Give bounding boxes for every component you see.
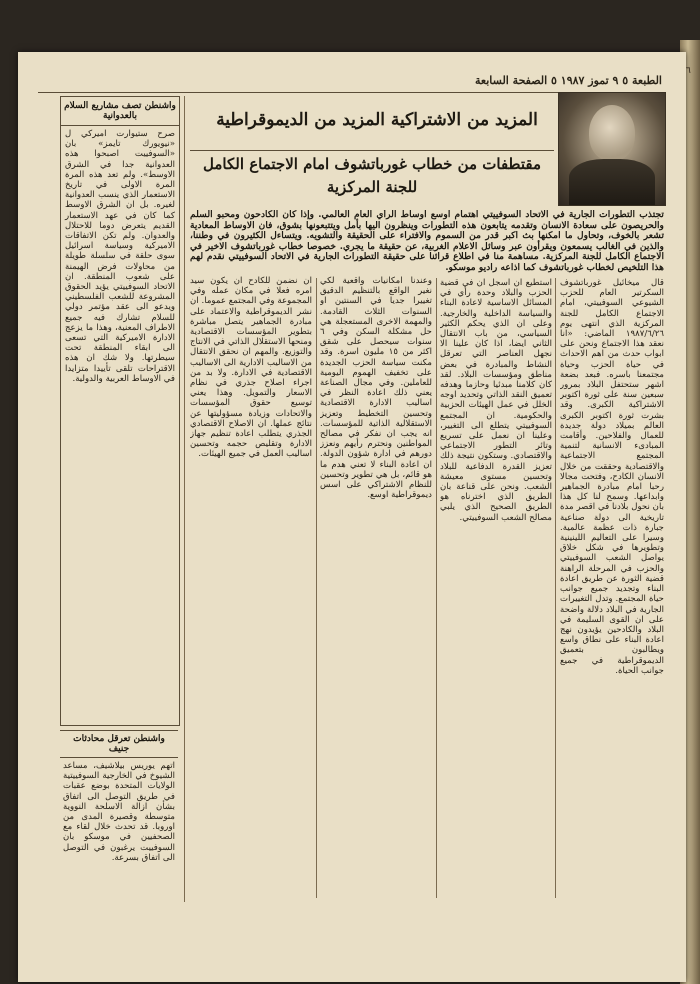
article-intro: تجتذب التطورات الجارية في الاتحاد السوفييتي اهتمام اوسع اوساط الرأي العام العالمي. وإذا كان الكادحون ومحبو السلم والحريصون على سعادة الانسان وتقدمه يتابعون هذه التطورات وينظرون اليها بأمل ويتتبعونها بشوق، فان الاوساط المعادية تشعر بالخوف، وتحاول ما امكنها بث اكبر قدر من السموم والافتراء على الحقيقة والتشويه. ويتساءل الكثيرون في وطننا، والذين في الغالب يسمعون ويقرأون عبر وسائل الاعلام الغربية، عن حقيقة ما يجري. خصوصا خطاب غورباتشوف الاخير في الاجتماع الكامل للجنة المركزية. مساهمة منا في اطلاع قرائنا على حقيقة التطورات الجارية في الاتحاد السوفييتي نقدم لهم هذا التلخيص لخطاب غورباتشوف كما اذاعه راديو موسكو. [190, 210, 664, 273]
column-divider [184, 96, 185, 902]
article-headline: المزيد من الاشتراكية المزيد من الديموقراطية [216, 110, 538, 130]
bottom-article-text: اتهم يوريس بيلاشيف، مساعد الشيوخ في الخارجية السوفييتية الولايات المتحدة بوضع عقبات في طريق التوصل الى اتفاق بشأن ازالة الاسلحة النووية متوسطة وقصيرة المدى من اوروبا. قد تحدث خلال لقاء مع الصحفيين في موسكو بان السوفييت يرغبون في التوصل الى اتفاق بسرعة. [63, 761, 175, 863]
bottom-article [60, 730, 178, 903]
book-spine: ٦ [680, 40, 700, 984]
portrait-body [569, 159, 655, 205]
article-column-2: استطيع ان اسجل ان في قضية الحزب والبلاد وحدة رأي في المسائل الاساسية لاعادة البناء والسياسة الداخلية والخارجية. وعلى ان الذي يحكم الكثير السياسي، من باب الانتقال الثاني ايضا، اذا كان علينا الا نجهل العناصر التي تعرقل النشاط والمبادرة في بعض مناطق ومؤسسات البلاد. لقد كان كلامنا مبدئيا وحازما وهدفه تعميق النقد الذاتي وتحديد اوجه الخلل في عمل الهيئات الحزبية والحكومية. ان المجتمع السوفييتي يتطلع الى التغيير، وعلينا ان نعمل على تسريع وتائر التطور الاجتماعي والاقتصادي. وستكون نتيجة ذلك تعزيز القدرة الدفاعية للبلاد وتحسين مستوى معيشة الشعب. ونحن على قناعة بان الطريق الذي اخترناه هو الطريق الصحيح الذي يلبي مصالح الشعب السوفييتي. [440, 278, 552, 523]
article-column-1: قال ميخائيل غورباتشوف السكرتير العام للحزب الشيوعي السوفييتي، امام الاجتماع الكامل للجنة المركزية الذي انتهى يوم ١٩٨٧/٦/٢٦ الماضي: «انا نعقد هذا الاجتماع ونحن على ابواب حدث من اهم الاحداث في حياة الحزب وحياة مجتمعنا باسره. فبعد بضعة اشهر ستحتفل البلاد بمرور سبعين سنة على ثورة اكتوبر الاشتراكية الكبرى. وقد بشرت ثورة اكتوبر الكبرى العالم بميلاد دولة جديدة للعمال والفلاحين. وأقامت المبادىء الانسانية لتنمية المجتمع الاجتماعية والاقتصادية وحققت من خلال الانسان الكادح، وفتحت مجالا رحبا امام مبادرة الجماهير وابداعها. وسمح لنا كل هذا بان نحول بلادنا في اقصر مدة تاريخية الى دولة صناعية جبارة ذات عظمة عالمية. وسيرا على التعاليم اللينينية وتطويرها في شكل خلاق يواصل الشعب السوفييتي والحزب في المرحلة الراهنة قضية الثورة عن طريق اعادة البناء وتجديد جميع جوانب حياة المجتمع. وتدل التغييرات الجارية في البلاد دلالة واضحة على ان القوى السليمة في البلاد والكادحين يؤيدون نهج اعادة البناء على نطاق واسع ويطالبون بتعميق الديموقراطية في جميع جوانب الحياة. [560, 278, 664, 676]
column-divider [316, 278, 317, 898]
article-subhead: مقتطفات من خطاب غورباتشوف امام الاجتماع الكامل [190, 150, 554, 173]
article-column-3: وعندنا امكانيات واقعية لكي نغير الواقع بالتنظيم الدقيق تغييرا جديا في السنتين او السنوات الثلاث القادمة. والمهمة الاخرى المستعجلة هي حل مشكلة السكن وفي ٦ سنوات سيحصل على شقق اكثر من ١٥ مليون اسرة. وقد مكنت سياسة الحزب الجديدة على تخفيف الهموم اليومية للعاملين. وفي مجال الصناعة يعني ذلك اعادة النظر في اساليب الادارة الاقتصادية وتحسين التخطيط وتعزيز الاستقلالية الذاتية للمؤسسات. انه يجب ان نفكر في مصالح المواطنين ونحترم رأيهم ونعزز دورهم في ادارة شؤون الدولة. ان اعادة البناء لا تعني هدم ما هو قائم، بل هي تطوير وتحسين للنظام الاشتراكي على اسس ديموقراطية اوسع. [320, 276, 432, 501]
sidebar-article [60, 96, 180, 726]
page-header [38, 70, 666, 93]
sidebar-title: واشنطن تصف مشاريع السلام بالعدوانية [61, 97, 179, 126]
column-divider [555, 278, 556, 898]
bottom-article-title: واشنطن تعرقل محادثات جنيف [60, 731, 178, 758]
portrait-head [589, 105, 635, 161]
issue-line: الطبعة ٥ ٩ تموز ١٩٨٧ ٥ الصفحة السابعة [475, 74, 662, 87]
article-column-4: ان نضمن للكادح ان يكون سيد امره فعلا في مكان عمله وفي المجموعة وفي المجتمع عموما. ان نشر الديموقراطية والاعتماد على مبادرة الجماهير يتصل مباشرة بتطوير المؤسسات الاقتصادية ومنحها الاستقلال الذاتي في الانتاج والتوزيع. والمهم ان نحقق الانتقال من الاساليب الادارية الى الاساليب الاقتصادية في الادارة. ولا بد من اجراء اصلاح جذري في نظام الاسعار والتمويل. وهذا يعني توسيع حقوق المؤسسات والاتحادات وزيادة مسؤوليتها عن نتائج عملها. ان الاصلاح الاقتصادي الجذري يتطلب اعادة تنظيم جهاز الادارة وتقليص حجمه وتحسين اساليب العمل في جميع الهيئات. [190, 276, 312, 460]
sidebar-text: صرح ستيوارت اميركي ل «نيويورك تايمز» بان «السوفييت اصبحوا هذه العدوانية جدا في الشرق الاوسط». ولم تعد هذه المرة المرة الاولى في تاريخ الاستعمار الذي ينسب العدوانية لغيره. بل ان الشرق الاوسط كما كان في عهد الاستعمار القديم يتعرض دوما للاحتلال والعدوان. ولم تكن الاتفاقات الاميركية وسياسة اسرائيل سوى حلقة في سلسلة طويلة من محاولات فرض الهيمنة على شعوب المنطقة. ان الاتحاد السوفييتي يؤيد الحقوق المشروعة للشعب الفلسطيني ويدعو الى عقد مؤتمر دولي للسلام تشارك فيه جميع الاطراف المعنية، وهذا ما يزعج الادارة الاميركية التي تسعى الى ابقاء المنطقة تحت سيطرتها. ولا شك ان هذه الاقتراحات تلقى تأييدا متزايدا في الاوساط العربية والدولية. [65, 129, 175, 384]
portrait-photo [558, 92, 666, 206]
article-subhead-2: للجنة المركزية [326, 178, 418, 196]
column-divider [436, 278, 437, 898]
